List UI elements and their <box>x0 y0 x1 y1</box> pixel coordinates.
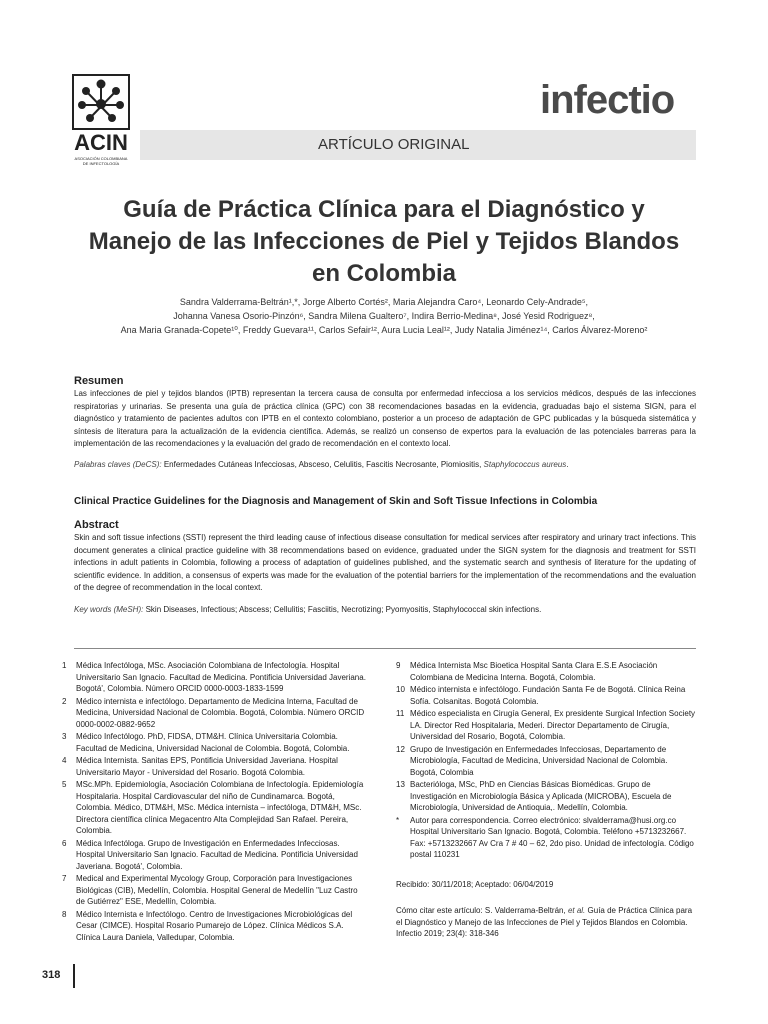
footnote <box>62 731 368 754</box>
footnote <box>62 660 368 695</box>
keywords-es <box>74 460 696 469</box>
footnote <box>396 708 696 743</box>
acin-logo-mark <box>72 74 130 130</box>
journal-brand: infectio <box>540 78 675 122</box>
footnote <box>62 909 368 944</box>
footnote-number: 12 <box>396 744 405 754</box>
footnote <box>62 779 368 837</box>
footnote-text: MSc.MPh. Epidemiología, Asociación Colombiana de Infectología. Epidemiología Hospitalaria. Hospital Cardiovascular del niño de Cundinamarca. Bogotá, Colombia. Médico, DTM&H, MSc. Médica internista – infectóloga, DTM&H, MSc. Directora científica clínica Megacentro Alta Complejidad San Rafael. Pereira, Colombia. <box>76 780 364 835</box>
keywords-en <box>74 605 696 614</box>
footnote <box>396 660 696 683</box>
author-line: Ana Maria Granada-Copete¹⁰, Freddy Guevara¹¹, Carlos Sefair¹², Aura Lucia Leal¹², Judy Natalia Jiménez¹⁴, Carlos Álvarez-Moreno² <box>120 325 648 335</box>
footnote-text: Médico internista e infectólogo. Fundación Santa Fe de Bogotá. Clínica Reina Sofía. Colsanitas. Bogotá Colombia. <box>410 685 686 706</box>
citation-rest: Guía de Práctica Clínica para el Diagnóstico y Manejo de las Infecciones de Piel y Tejidos Blandos en Colombia. Infectio 2019; 23(4): 318-346 <box>396 906 693 938</box>
footnote-number: 10 <box>396 685 405 694</box>
author-line: Johanna Vanesa Osorio-Pinzón⁶, Sandra Milena Gualtero⁷, Indira Berrio-Medina⁸, José Yesid Rodriguez⁸, <box>173 311 595 321</box>
acin-logo-symbol-icon <box>74 76 128 128</box>
keywords-en-list: Skin Diseases, Infectious; Abscess; Cellulitis; Fasciitis, Necrotizing; Pyomyositis, Staphylococcal skin infections. <box>145 605 542 614</box>
footnote-text: Médica Internista Msc Bioetica Hospital Santa Clara E.S.E Asociación Colombiana de Medicina Interna. Bogotá, Colombia. <box>410 661 658 682</box>
footnote <box>396 815 696 861</box>
footnote-number: 5 <box>62 780 67 789</box>
page-number: 318 <box>42 969 61 981</box>
author-line: Sandra Valderrama-Beltrán¹,*, Jorge Alberto Cortés², Maria Alejandra Caro⁴, Leonardo Cely-Andrade⁵, <box>179 297 589 307</box>
citation-etal: et al. <box>567 906 586 915</box>
resumen-heading: Resumen <box>74 375 124 387</box>
footnote-number: 11 <box>396 709 405 718</box>
keywords-es-end: . <box>566 460 569 469</box>
footnote-number: 2 <box>62 696 67 706</box>
footnote-number: 1 <box>62 661 67 670</box>
footnote-text: Médica Infectóloga. Grupo de Investigación en Enfermedades Infecciosas. Hospital Universitario San Ignacio. Facultad de Medicina. Pontificia Universidad Javeriana. Bogotá', Colombia. <box>76 838 358 871</box>
footnote <box>396 744 696 779</box>
footnote <box>396 684 696 707</box>
author-list <box>60 295 708 337</box>
keywords-en-label: Key words (MeSH): <box>74 605 144 614</box>
divider <box>74 648 696 649</box>
footnote-text: Médico especialista en Cirugía General, Ex presidente Surgical Infection Society LA. Director Red Hospitalaria, Mederi. Director Departamento de Cirugía, Universidad del Rosario, Bogotá, Colombia. <box>410 709 696 741</box>
footnote-number: 7 <box>62 874 67 883</box>
footnote <box>396 779 696 814</box>
footnote-text: Médico internista e infectólogo. Departamento de Medicina Interna, Facultad de Medicina, Universidad Nacional de Colombia. Bogotá, Colombia. Número ORCID 0000-0002-0882-9652 <box>76 696 365 729</box>
footnote-number: 6 <box>62 838 67 848</box>
footnote-number: 8 <box>62 909 67 919</box>
footnote-text: Grupo de Investigación en Enfermedades Infecciosas, Departamento de Microbiología, Facultad de Medicina, Universidad Nacional de Colombia. Bogotá, Colombia <box>410 744 668 777</box>
footnote-number: 4 <box>62 756 67 765</box>
acin-logo-subtitle: ASOCIACIÓN COLOMBIANA DE INFECTOLOGÍA <box>74 156 128 166</box>
footnote-number: 9 <box>396 661 401 670</box>
keywords-es-list: Enfermedades Cutáneas Infecciosas, Absceso, Celulitis, Fascitis Necrosante, Piomiositis, <box>163 460 482 469</box>
footnote-number: 13 <box>396 780 405 789</box>
acin-logo-text: ACIN <box>74 130 128 155</box>
footnote <box>62 873 368 908</box>
footnotes-left <box>62 660 368 944</box>
resumen-text: Las infecciones de piel y tejidos blandos (IPTB) representan la tercera causa de consulta por enfermedad infecciosa a los servicios médicos, después de las infecciones respiratorias y urinarias. Se presenta una guía de práctica clínica (GPC) con 38 recomendaciones basadas en la evidencia, graduadas bajo el sistema SIGN, para el diagnóstico y tratamiento de pacientes adultos con IPTB en el contexto colombiano, posterior a un proceso de adaptación de GPC publicadas y la búsqueda sistemática y síntesis de literatura para la actualización de la evidencia científica. Además, se realizó un consenso de expertos para la evaluación de las potenciales barreras para la implementación de las recomendaciones y la evaluación del grado de recomendación en el contexto local. <box>74 389 696 448</box>
received-dates: Recibido: 30/11/2018; Aceptado: 06/04/2019 <box>396 880 554 889</box>
footnotes-right <box>396 660 696 862</box>
footnote <box>62 755 368 778</box>
footnote-text: Autor para correspondencia. Correo electrónico: slvalderrama@husi.org.co Hospital Universitario San Ignacio. Bogotá, Colombia. Teléfono +5713232667. Fax: +5713232667 Av Cra 7 # 40 – 62, 2do piso. Unidad de infectología. Código postal 110231 <box>410 815 694 859</box>
footnote-text: Médico Infectólogo. PhD, FIDSA, DTM&H. Clínica Universitaria Colombia. Facultad de Medicina, Universidad Nacional de Colombia. Bogotá, Colombia. <box>76 732 350 753</box>
footnote-text: Bacterióloga, MSc, PhD en Ciencias Básicas Biomédicas. Grupo de Investigación en Microbiología Básica y Aplicada (MICROBA), Escuela de Microbiología, Universidad de Antioquia,. Medellín, Colombia. <box>410 780 672 812</box>
footnote-text: Médica Infectóloga, MSc. Asociación Colombiana de Infectología. Hospital Universitario San Ignacio. Facultad de Medicina. Pontificia Universidad Javeriana. Bogotá', Colombia. Número ORCID 0000-0003-1833-1599 <box>76 661 366 693</box>
footnote-text: Médico Internista e Infectólogo. Centro de Investigaciones Microbiológicas del Cesar (CIMCE). Hospital Rosario Pumarejo de López. Clínica Médicos S.A. Clínica Laura Daniela, Valledupar, Colombia. <box>76 909 353 942</box>
footnote <box>62 838 368 873</box>
citation-prefix: Cómo citar este artículo: S. Valderrama-Beltrán, <box>396 906 566 915</box>
page-number-bar <box>73 964 75 988</box>
article-title: Guía de Práctica Clínica para el Diagnóstico y Manejo de las Infecciones de Piel y Tejidos Blandos en Colombia <box>88 196 680 287</box>
abstract-text: Skin and soft tissue infections (SSTI) represent the third leading cause of infectious disease consultation for medical services after respiratory and urinary tract infections. This document generates a clinical practice guideline with 38 recommendations based on evidence, graduated under the SIGN system for the diagnosis and treatment for SSTI infections in adult patients in Colombia, following a process of adaptation of guidelines published, and the systematic search and synthesis of literature for the updating of scientific evidence. In addition, a consensus of experts was made for the evaluation of the potential barriers for the implementation of the recommendations and the evaluation of the degree of recommendation in the local context. <box>74 533 696 592</box>
footnote-text: Medical and Experimental Mycology Group, Corporación para Investigaciones Biológicas (CIB), Medellín, Colombia. Hospital General de Medellín "Luz Castro de Gutiérrez" ESE, Medellín, Colombia. <box>76 874 358 906</box>
acin-logo <box>72 74 130 174</box>
keywords-es-italic: Staphylococcus aureus <box>483 460 567 469</box>
footnote-text: Médica Internista. Sanitas EPS, Pontificia Universidad Javeriana. Hospital Universitario Mayor - Universidad del Rosario. Bogotá Colombia. <box>76 756 338 777</box>
keywords-es-label: Palabras claves (DeCS): <box>74 460 162 469</box>
footnote <box>62 696 368 731</box>
section-label: ARTÍCULO ORIGINAL <box>318 136 470 153</box>
footnote-number: 3 <box>62 732 67 741</box>
footnote-number: * <box>396 815 400 825</box>
abstract-heading: Abstract <box>74 519 119 531</box>
english-title: Clinical Practice Guidelines for the Diagnosis and Management of Skin and Soft Tissue Infections in Colombia <box>74 496 598 507</box>
citation <box>396 905 696 940</box>
